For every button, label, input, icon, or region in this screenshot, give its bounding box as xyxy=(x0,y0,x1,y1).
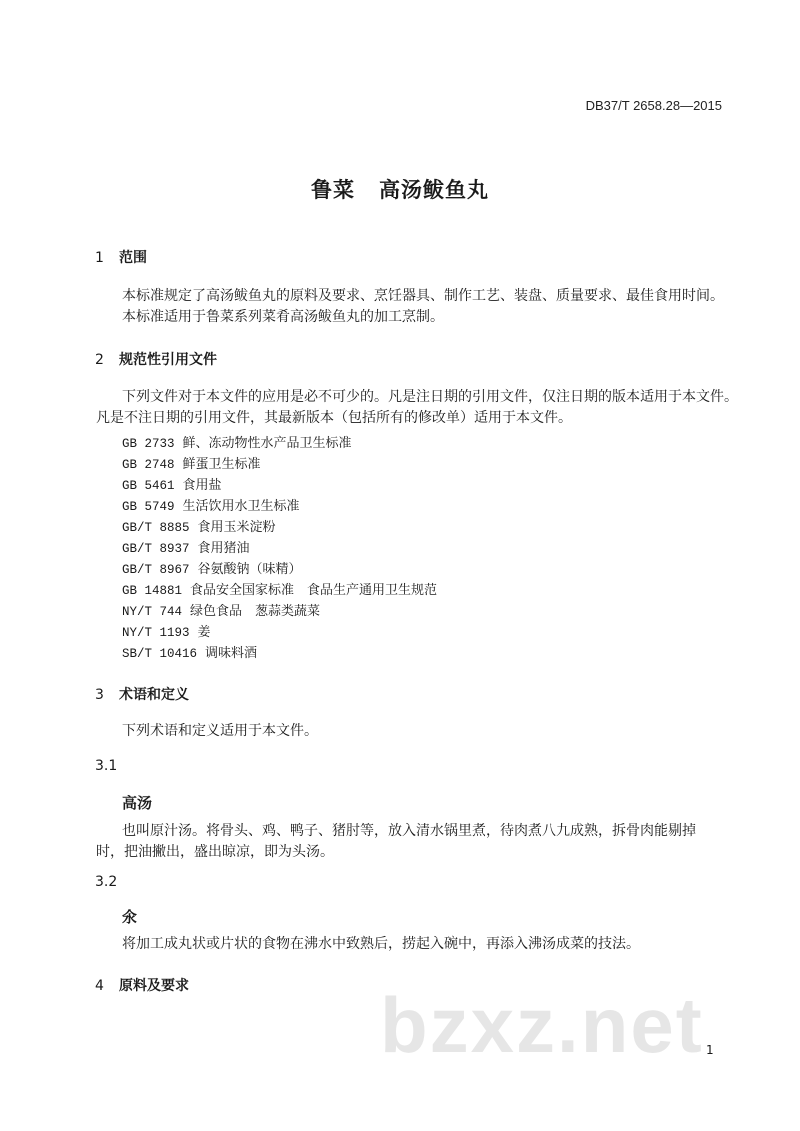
term-definition-line-2: 时，把油撇出，盛出晾凉，即为头汤。 xyxy=(96,844,334,860)
reference-item: NY/T 744 绿色食品 葱蒜类蔬菜 xyxy=(122,604,321,619)
reference-item: GB 2733 鲜、冻动物性水产品卫生标准 xyxy=(122,436,352,451)
reference-item: GB 5749 生活饮用水卫生标准 xyxy=(122,499,300,514)
title-cuisine: 鲁菜 xyxy=(311,178,355,202)
normative-intro-line-2: 凡是不注日期的引用文件，其最新版本（包括所有的修改单）适用于本文件。 xyxy=(96,410,572,426)
reference-item: GB/T 8885 食用玉米淀粉 xyxy=(122,520,276,535)
term-number: 3.2 xyxy=(95,874,118,890)
reference-item: GB 5461 食用盐 xyxy=(122,478,222,493)
scope-line-1: 本标准规定了高汤鲅鱼丸的原料及要求、烹饪器具、制作工艺、装盘、质量要求、最佳食用时间。 xyxy=(122,288,724,304)
reference-item: NY/T 1193 姜 xyxy=(122,625,211,640)
page-number: 1 xyxy=(706,1043,714,1057)
document-title xyxy=(0,174,800,204)
reference-item: SB/T 10416 调味料酒 xyxy=(122,646,258,661)
document-code: DB37/T 2658.28—2015 xyxy=(585,98,722,113)
term-definition-line-1: 也叫原汁汤。将骨头、鸡、鸭子、猪肘等，放入清水锅里煮，待肉煮八九成熟，拆骨肉能剔掉 xyxy=(122,823,696,839)
section-heading-terms: 3 术语和定义 xyxy=(95,687,189,703)
reference-item: GB 14881 食品安全国家标准 食品生产通用卫生规范 xyxy=(122,583,438,598)
term-name: 高汤 xyxy=(122,794,153,812)
section-heading-scope: 1 范围 xyxy=(95,250,147,266)
term-definition-line-1: 将加工成丸状或片状的食物在沸水中致熟后，捞起入碗中，再添入沸汤成菜的技法。 xyxy=(122,936,640,952)
reference-item: GB/T 8967 谷氨酸钠（味精） xyxy=(122,562,302,577)
title-dish: 高汤鲅鱼丸 xyxy=(379,178,489,202)
term-number: 3.1 xyxy=(95,758,118,774)
reference-item: GB 2748 鲜蛋卫生标准 xyxy=(122,457,261,472)
terms-intro: 下列术语和定义适用于本文件。 xyxy=(122,723,318,739)
term-name: 氽 xyxy=(122,908,138,926)
normative-intro-line-1: 下列文件对于本文件的应用是必不可少的。凡是注日期的引用文件，仅注日期的版本适用于本文件。 xyxy=(122,389,738,405)
scope-line-2: 本标准适用于鲁菜系列菜肴高汤鲅鱼丸的加工烹制。 xyxy=(122,309,444,325)
section-heading-materials: 4 原料及要求 xyxy=(95,978,189,994)
section-heading-normative-references: 2 规范性引用文件 xyxy=(95,352,217,368)
reference-item: GB/T 8937 食用猪油 xyxy=(122,541,250,556)
watermark: bzxz.net xyxy=(380,981,704,1069)
